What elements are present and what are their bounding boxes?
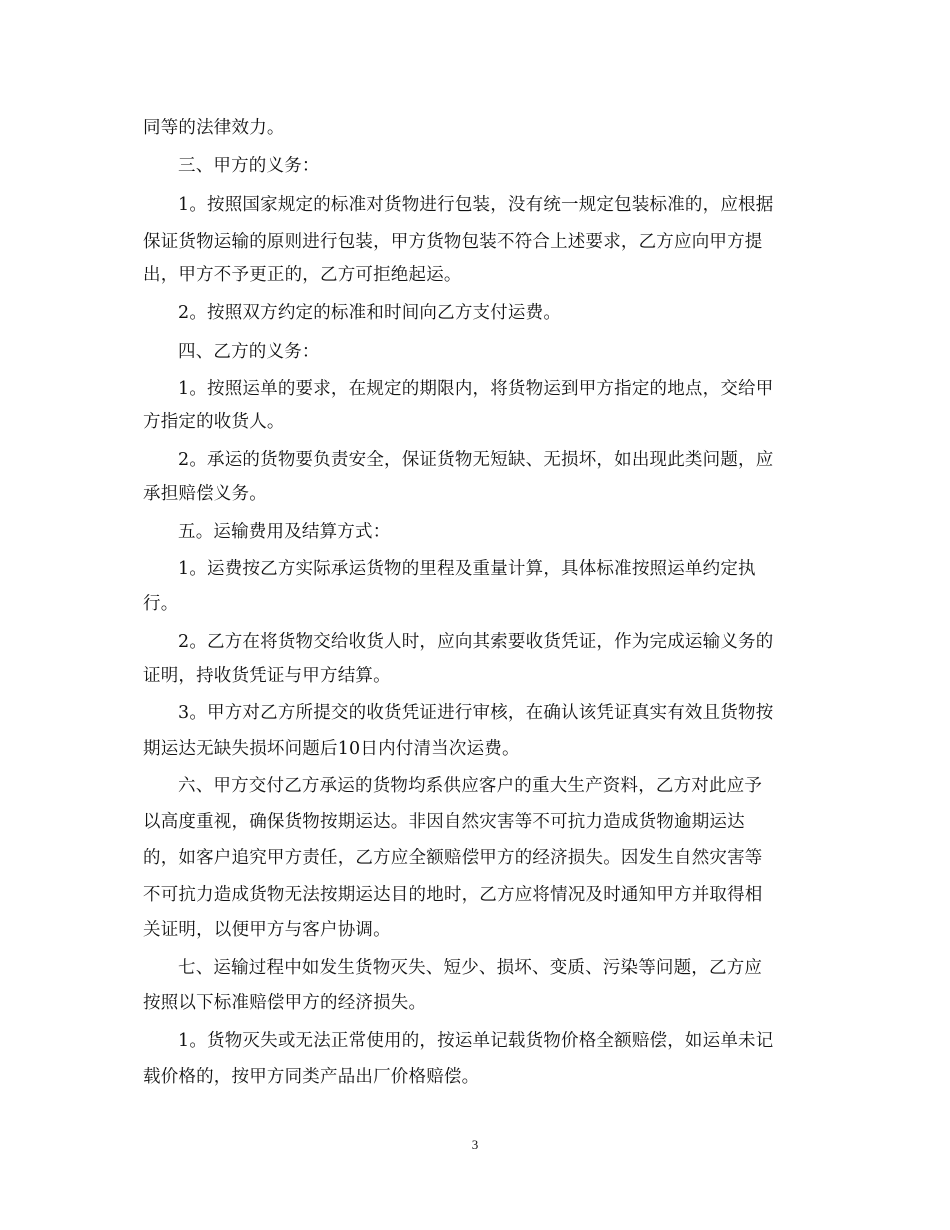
body-text-line: 关证明，以便甲方与客户协调。 bbox=[143, 920, 391, 940]
body-text-line: 2。乙方在将货物交给收货人时，应向其索要收货凭证，作为完成运输义务的 bbox=[178, 632, 774, 652]
body-text-line: 1。运费按乙方实际承运货物的里程及重量计算，具体标准按照运单约定执 bbox=[178, 559, 756, 579]
section-heading: 五。运输费用及结算方式： bbox=[178, 522, 391, 542]
body-text-line: 不可抗力造成货物无法按期运达目的地时，乙方应将情况及时通知甲方并取得相 bbox=[143, 885, 763, 905]
body-text-line: 期运达无缺失损坏问题后10日内付清当次运费。 bbox=[143, 739, 520, 759]
body-text-line: 行。 bbox=[143, 594, 179, 614]
body-text-line: 以高度重视，确保货物按期运达。非因自然灾害等不可抗力造成货物逾期运达 bbox=[143, 812, 745, 832]
body-text-line: 载价格的，按甲方同类产品出厂价格赔偿。 bbox=[143, 1067, 480, 1087]
body-text-line: 承担赔偿义务。 bbox=[143, 484, 267, 504]
body-text-line: 证明，持收货凭证与甲方结算。 bbox=[143, 666, 391, 686]
body-text-line: 方指定的收货人。 bbox=[143, 412, 285, 432]
body-text-line: 同等的法律效力。 bbox=[143, 118, 285, 138]
body-text-line: 七、运输过程中如发生货物灭失、短少、损坏、变质、污染等问题，乙方应 bbox=[178, 958, 763, 978]
section-heading: 四、乙方的义务： bbox=[178, 342, 320, 362]
body-text-line: 六、甲方交付乙方承运的货物均系供应客户的重大生产资料，乙方对此应予 bbox=[178, 776, 763, 796]
body-text-line: 1。按照运单的要求，在规定的期限内，将货物运到甲方指定的地点，交给甲 bbox=[178, 379, 774, 399]
body-text-line: 1。货物灭失或无法正常使用的，按运单记载货物价格全额赔偿，如运单未记 bbox=[178, 1031, 774, 1051]
body-text-line: 按照以下标准赔偿甲方的经济损失。 bbox=[143, 993, 427, 1013]
page-number: 3 bbox=[471, 1137, 479, 1152]
body-text-line: 出，甲方不予更正的，乙方可拒绝起运。 bbox=[143, 265, 462, 285]
body-text-line: 保证货物运输的原则进行包装，甲方货物包装不符合上述要求，乙方应向甲方提 bbox=[143, 232, 763, 252]
body-text-line: 1。按照国家规定的标准对货物进行包装，没有统一规定包装标准的，应根据 bbox=[178, 195, 774, 215]
section-heading: 三、甲方的义务： bbox=[178, 156, 320, 176]
body-text-line: 3。甲方对乙方所提交的收货凭证进行审核，在确认该凭证真实有效且货物按 bbox=[178, 703, 774, 723]
body-text-line: 的，如客户追究甲方责任，乙方应全额赔偿甲方的经济损失。因发生自然灾害等 bbox=[143, 848, 763, 868]
body-text-line: 2。承运的货物要负责安全，保证货物无短缺、无损坏，如出现此类问题，应 bbox=[178, 450, 774, 470]
body-text-line: 2。按照双方约定的标准和时间向乙方支付运费。 bbox=[178, 303, 562, 323]
